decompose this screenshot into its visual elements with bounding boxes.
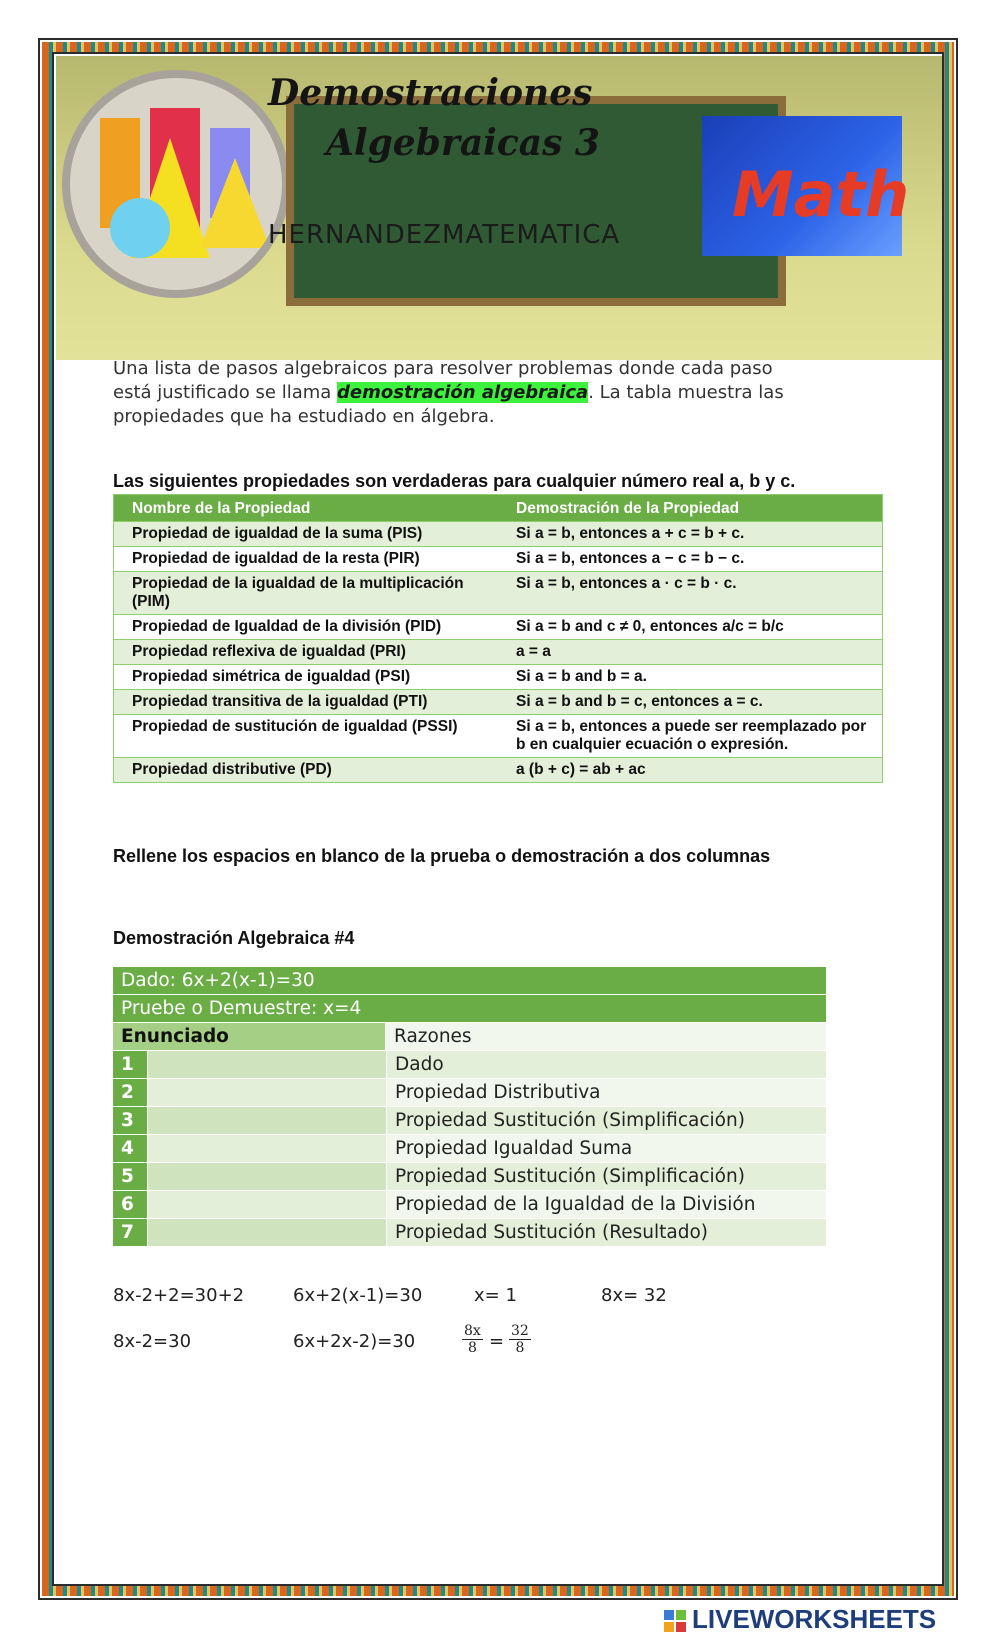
property-proof: a (b + c) = ab + ac (498, 758, 883, 783)
property-name: Propiedad de sustitución de igualdad (PSSI) (114, 715, 499, 758)
title-line-2: Algebraicas 3 (326, 122, 600, 165)
author-name: HERNANDEZMATEMATICA (268, 220, 621, 250)
property-proof: Si a = b and b = c, entonces a = c. (498, 690, 883, 715)
step-number: 7 (113, 1219, 147, 1246)
step-reason: Dado (386, 1051, 826, 1078)
statement-blank[interactable] (147, 1051, 386, 1078)
property-proof: Si a = b, entonces a puede ser reemplazado por b en cualquier ecuación o expresión. (498, 715, 883, 758)
fraction-left-denominator: 8 (467, 1340, 477, 1356)
proof-step-row (113, 1051, 826, 1079)
step-number: 6 (113, 1191, 147, 1218)
property-name: Propiedad de Igualdad de la división (PID) (114, 615, 499, 640)
property-proof: Si a = b and c ≠ 0, entonces a/c = b/c (498, 615, 883, 640)
statement-blank[interactable] (147, 1079, 386, 1106)
statement-column-header: Enunciado (113, 1023, 385, 1050)
step-reason: Propiedad Sustitución (Simplificación) (386, 1163, 826, 1190)
step-number: 4 (113, 1135, 147, 1162)
property-proof: a = a (498, 640, 883, 665)
prove-row: Pruebe o Demuestre: x=4 (113, 995, 826, 1023)
answer-option[interactable]: 8x= 32 (601, 1285, 667, 1306)
property-name: Propiedad reflexiva de igualdad (PRI) (114, 640, 499, 665)
table-row (114, 715, 883, 758)
step-reason: Propiedad Distributiva (386, 1079, 826, 1106)
table-row (114, 758, 883, 783)
proof-step-row (113, 1079, 826, 1107)
column-header-proof: Demostración de la Propiedad (498, 495, 883, 522)
property-name: Propiedad distributive (PD) (114, 758, 499, 783)
table-row (114, 615, 883, 640)
property-proof: Si a = b, entonces a − c = b − c. (498, 547, 883, 572)
fraction-right-denominator: 8 (515, 1340, 525, 1356)
step-number: 5 (113, 1163, 147, 1190)
statement-blank[interactable] (147, 1219, 386, 1246)
math-logo-text: Math (732, 158, 910, 231)
property-proof: Si a = b and b = a. (498, 665, 883, 690)
intro-highlight: demostración algebraica (337, 382, 589, 403)
fraction-equals: = (489, 1331, 505, 1352)
proof-step-row (113, 1191, 826, 1219)
proof-step-row (113, 1107, 826, 1135)
worksheet-title (268, 68, 600, 169)
proof-step-row (113, 1219, 826, 1247)
property-name: Propiedad de igualdad de la resta (PIR) (114, 547, 499, 572)
table-row (114, 690, 883, 715)
answer-option[interactable]: 6x+2(x-1)=30 (293, 1285, 423, 1306)
fraction-left-numerator: 8x (464, 1323, 481, 1339)
properties-header-row (114, 495, 883, 522)
fraction-left (462, 1323, 483, 1356)
table-row (114, 665, 883, 690)
reason-column-header: Razones (385, 1023, 826, 1050)
statement-blank[interactable] (147, 1163, 386, 1190)
property-name: Propiedad simétrica de igualdad (PSI) (114, 665, 499, 690)
step-reason: Propiedad Sustitución (Simplificación) (386, 1107, 826, 1134)
answer-option[interactable]: x= 1 (474, 1285, 517, 1306)
table-row (114, 572, 883, 615)
property-proof: Si a = b, entonces a + c = b + c. (498, 522, 883, 547)
step-reason: Propiedad Igualdad Suma (386, 1135, 826, 1162)
proof-heading: Demostración Algebraica #4 (113, 928, 355, 948)
properties-table (113, 494, 883, 783)
step-reason: Propiedad de la Igualdad de la División (386, 1191, 826, 1218)
fraction-right (509, 1323, 531, 1356)
properties-heading: Las siguientes propiedades son verdaderas para cualquier número real a, b y c. (113, 471, 796, 491)
statement-blank[interactable] (147, 1135, 386, 1162)
statement-blank[interactable] (147, 1107, 386, 1134)
step-reason: Propiedad Sustitución (Resultado) (386, 1219, 826, 1246)
proof-step-row (113, 1135, 826, 1163)
step-number: 3 (113, 1107, 147, 1134)
column-header-name: Nombre de la Propiedad (114, 495, 499, 522)
answer-option[interactable]: 8x-2=30 (113, 1331, 192, 1352)
answer-option[interactable]: 8x-2+2=30+2 (113, 1285, 245, 1306)
table-row (114, 640, 883, 665)
table-row (114, 547, 883, 572)
intro-paragraph (113, 357, 813, 429)
property-name: Propiedad transitiva de la igualdad (PTI) (114, 690, 499, 715)
step-number: 1 (113, 1051, 147, 1078)
fraction-right-numerator: 32 (511, 1323, 529, 1339)
given-row: Dado: 6x+2(x-1)=30 (113, 967, 826, 995)
title-line-1: Demostraciones (268, 72, 593, 114)
instructions: Rellene los espacios en blanco de la prueba o demostración a dos columnas (113, 846, 771, 866)
two-column-proof (113, 967, 826, 1247)
property-name: Propiedad de igualdad de la suma (PIS) (114, 522, 499, 547)
property-name: Propiedad de la igualdad de la multiplicación (PIM) (114, 572, 499, 615)
statement-blank[interactable] (147, 1191, 386, 1218)
intro-text-before: Una lista de pasos algebraicos para resolver problemas donde cada paso está justificado se llama (113, 358, 773, 403)
intro-text-after: . La tabla muestra las propiedades que ha estudiado en álgebra. (113, 382, 784, 427)
liveworksheets-logo-icon (664, 1610, 686, 1632)
proof-step-row (113, 1163, 826, 1191)
property-proof: Si a = b, entonces a · c = b · c. (498, 572, 883, 615)
answer-option[interactable]: 6x+2x-2)=30 (293, 1331, 416, 1352)
geometric-shapes-image (62, 70, 290, 298)
brand-name: LIVEWORKSHEETS (692, 1604, 937, 1634)
table-row (114, 522, 883, 547)
proof-header-row (113, 1023, 826, 1051)
step-number: 2 (113, 1079, 147, 1106)
